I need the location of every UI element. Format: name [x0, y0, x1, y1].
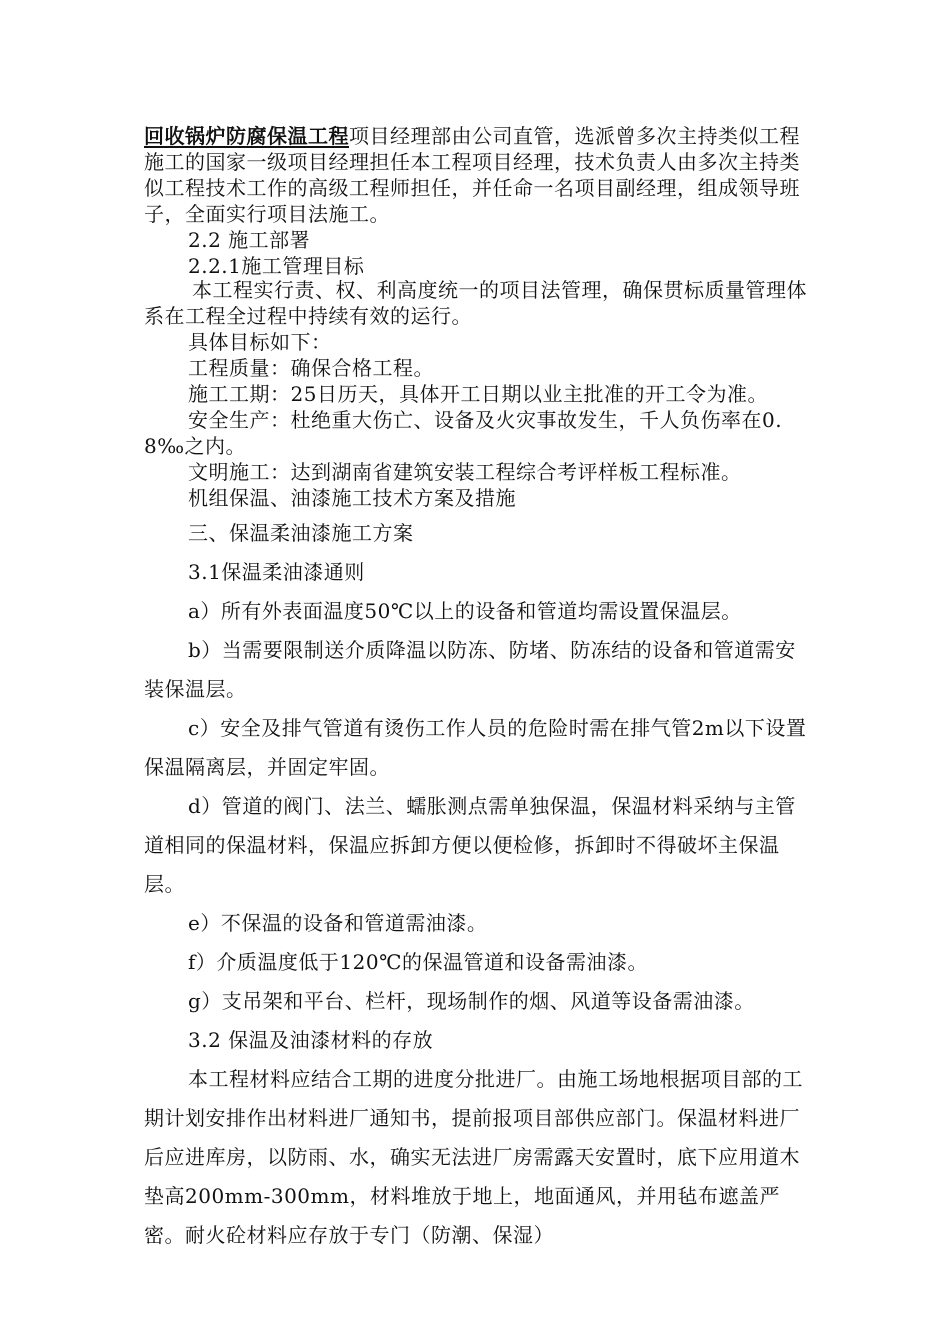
rule-c: c）安全及排气管道有烫伤工作人员的危险时需在排气管2m以下设置保温隔离层，并固定牢固。 — [144, 716, 807, 779]
rule-e: e）不保温的设备和管道需油漆。 — [188, 911, 488, 935]
rule-g: g）支吊架和平台、栏杆，现场制作的烟、风道等设备需油漆。 — [188, 989, 755, 1013]
rule-b: b）当需要限制送介质降温以防冻、防堵、防冻结的设备和管道需安装保温层。 — [144, 638, 796, 701]
section-heading-2-2: 2.2 施工部署 — [188, 228, 311, 252]
rule-a: a）所有外表面温度50℃以上的设备和管道均需设置保温层。 — [188, 599, 742, 623]
intro-paragraph — [144, 123, 808, 227]
section-heading-3: 三、保温柔油漆施工方案 — [188, 521, 414, 545]
goals-intro: 具体目标如下： — [188, 330, 332, 354]
section-heading-3-2: 3.2 保温及油漆材料的存放 — [188, 1028, 434, 1052]
goal-civilized: 文明施工：达到湖南省建筑安装工程综合考评样板工程标准。 — [188, 460, 742, 484]
plan-title: 机组保温、油漆施工技术方案及措施 — [188, 486, 516, 510]
management-paragraph: 本工程实行责、权、利高度统一的项目法管理，确保贯标质量管理体系在工程全过程中持续有效的运行。 — [144, 278, 807, 328]
goal-safety: 安全生产：杜绝重大伤亡、设备及火灾事故发生，千人负伤率在0.8‰之内。 — [144, 408, 783, 458]
rule-f: f）介质温度低于120℃的保温管道和设备需油漆。 — [188, 950, 648, 974]
storage-paragraph: 本工程材料应结合工期的进度分批进厂。由施工场地根据项目部的工期计划安排作出材料进厂通知书，提前报项目部供应部门。保温材料进厂后应进库房，以防雨、水，确实无法进厂房需露天安置时，底下应用道木垫高200mm-300mm，材料堆放于地上，地面通风，并用毡布遮盖严密。耐火砼材料应存放于专门（防潮、保湿） — [144, 1067, 803, 1247]
project-name: 回收锅炉防腐保温工程 — [144, 124, 349, 148]
section-heading-2-2-1: 2.2.1施工管理目标 — [188, 254, 365, 278]
goal-schedule: 施工工期：25日历天，具体开工日期以业主批准的开工令为准。 — [188, 382, 768, 406]
section-heading-3-1: 3.1保温柔油漆通则 — [188, 560, 365, 584]
goal-quality: 工程质量：确保合格工程。 — [188, 356, 434, 380]
rule-d: d）管道的阀门、法兰、蠕胀测点需单独保温，保温材料采纳与主管道相同的保温材料，保温应拆卸方便以便检修，拆卸时不得破坏主保温层。 — [144, 794, 796, 896]
intro-text: 项目经理部由公司直管，选派曾多次主持类似工程施工的国家一级项目经理担任本工程项目经理，技术负责人由多次主持类似工程技术工作的高级工程师担任，并任命一名项目副经理，组成领导班子，全面实行项目法施工。 — [144, 124, 800, 226]
